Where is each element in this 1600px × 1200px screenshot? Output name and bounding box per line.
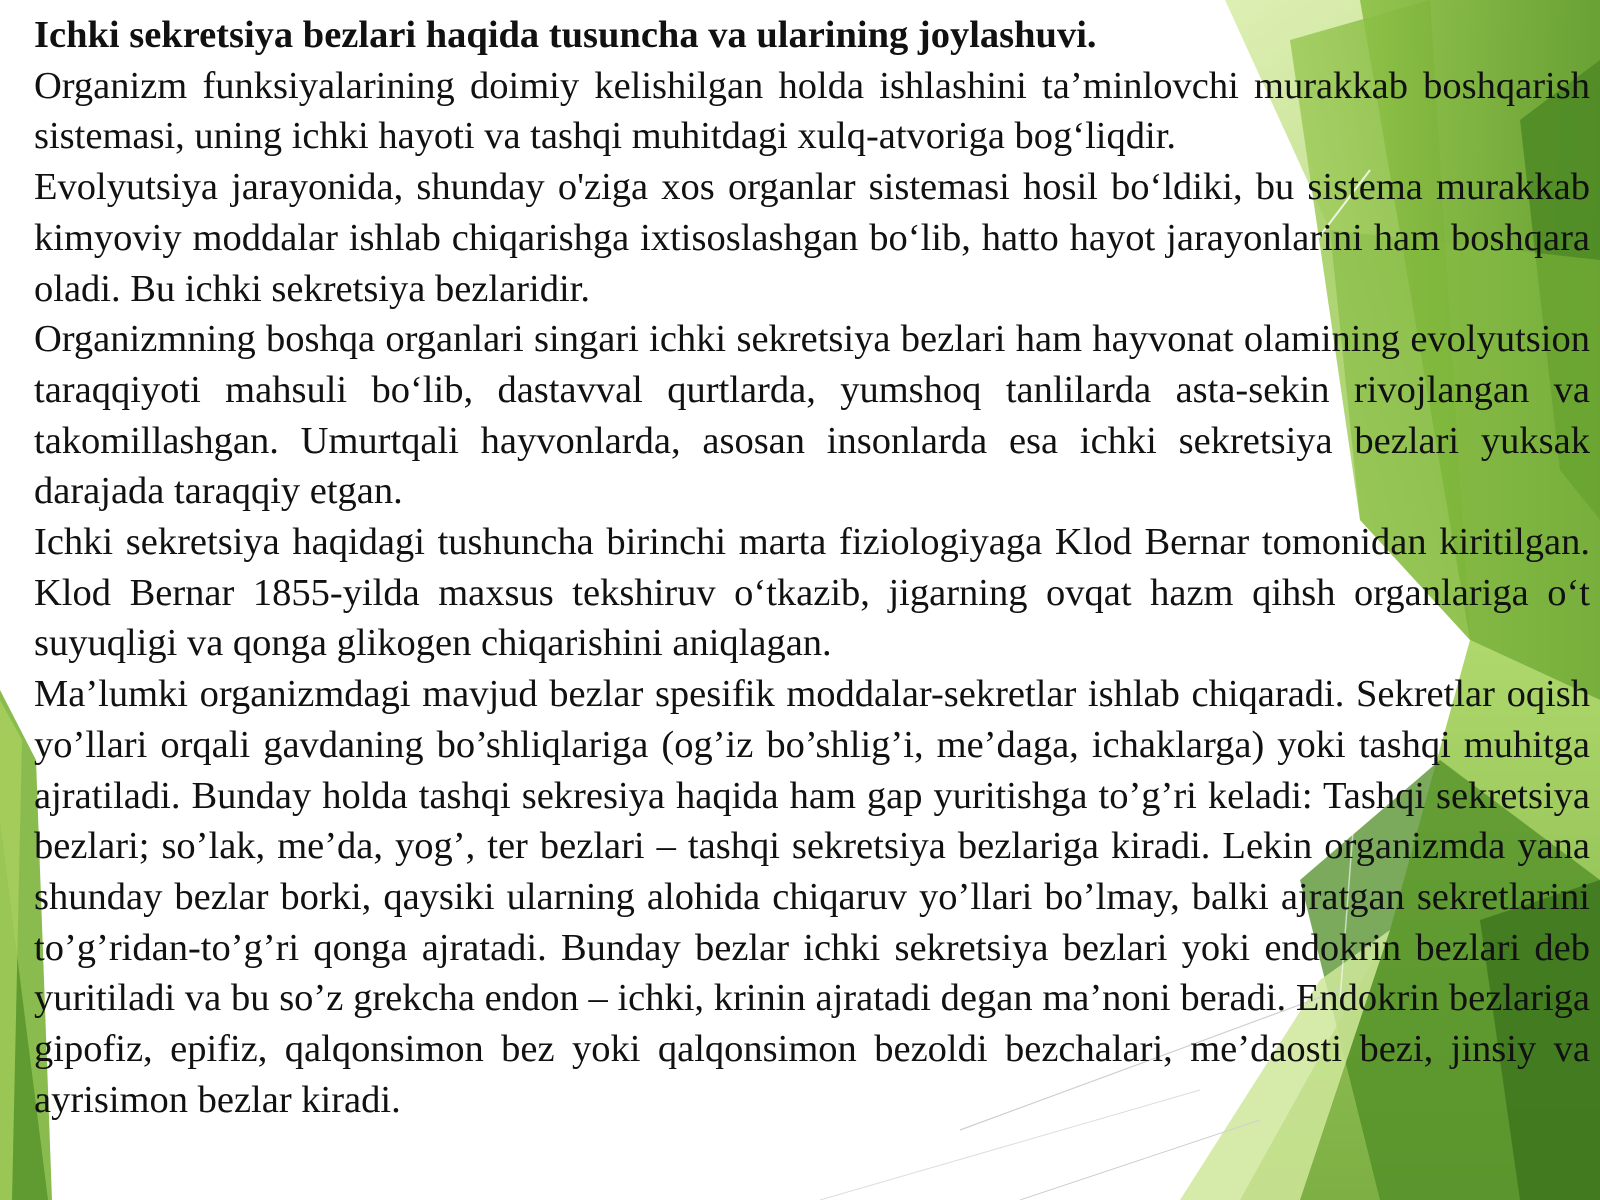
paragraph-4: Ichki sekretsiya haqidagi tushuncha birinchi marta fiziologiyaga Klod Bernar tomonidan kiritilgan. Klod Bernar 1855-yilda maxsus tekshiruv o‘tkazib, jigarning ovqat hazm qihsh organlariga o‘t suyuqligi va qonga glikogen chiqarishini aniqlagan. — [34, 521, 1590, 665]
slide-body — [34, 10, 1590, 1125]
paragraph-2: Evolyutsiya jarayonida, shunday o'ziga xos organlar sistemasi hosil bo‘ldiki, bu sistema murakkab kimyoviy moddalar ishlab chiqarishga ixtisoslashgan bo‘lib, hatto hayot jarayonlarini ham boshqara oladi. Bu ichki sekretsiya bezlaridir. — [34, 166, 1590, 310]
paragraph-5: Ma’lumki organizmdagi mavjud bezlar spesifik moddalar-sekretlar ishlab chiqaradi. Sekretlar oqish yo’llari orqali gavdaning bo’shliqlariga (og’iz bo’shlig’i, me’daga, ichaklarga) yoki tashqi muhitga ajratiladi. Bunday holda tashqi sekresiya haqida ham gap yuritishga to’g’ri keladi: Tashqi sekretsiya bezlari; so’lak, me’da, yog’, ter bezlari – tashqi sekretsiya bezlariga kiradi. Lekin organizmda yana shunday bezlar borki, qaysiki ularning alohida chiqaruv yo’llari bo’lmay, balki ajratgan sekretlarini to’g’ridan-to’g’ri qonga ajratadi. Bunday bezlar ichki sekretsiya bezlari yoki endokrin bezlari deb yuritiladi va bu so’z grekcha endon – ichki, krinin ajratadi degan ma’noni beradi. Endokrin bezlariga gipofiz, epifiz, qalqonsimon bez yoki qalqonsimon bezoldi bezchalari, me’daosti bezi, jinsiy va ayrisimon bezlar kiradi. — [34, 673, 1590, 1121]
paragraph-1: Organizm funksiyalarining doimiy kelishilgan holda ishlashini ta’minlovchi murakkab boshqarish sistemasi, uning ichki hayoti va tashqi muhitdagi xulq-atvoriga bog‘liqdir. — [34, 64, 1590, 158]
slide-title: Ichki sekretsiya bezlari haqida tusuncha va ularining joylashuvi. — [34, 14, 1097, 56]
paragraph-3: Organizmning boshqa organlari singari ichki sekretsiya bezlari ham hayvonat olamining evolyutsion taraqqiyoti mahsuli bo‘lib, dastavval qurtlarda, yumshoq tanlilarda asta-sekin rivojlangan va takomillashgan. Umurtqali hayvonlarda, asosan insonlarda esa ichki sekretsiya bezlari yuksak darajada taraqqiy etgan. — [34, 318, 1590, 513]
